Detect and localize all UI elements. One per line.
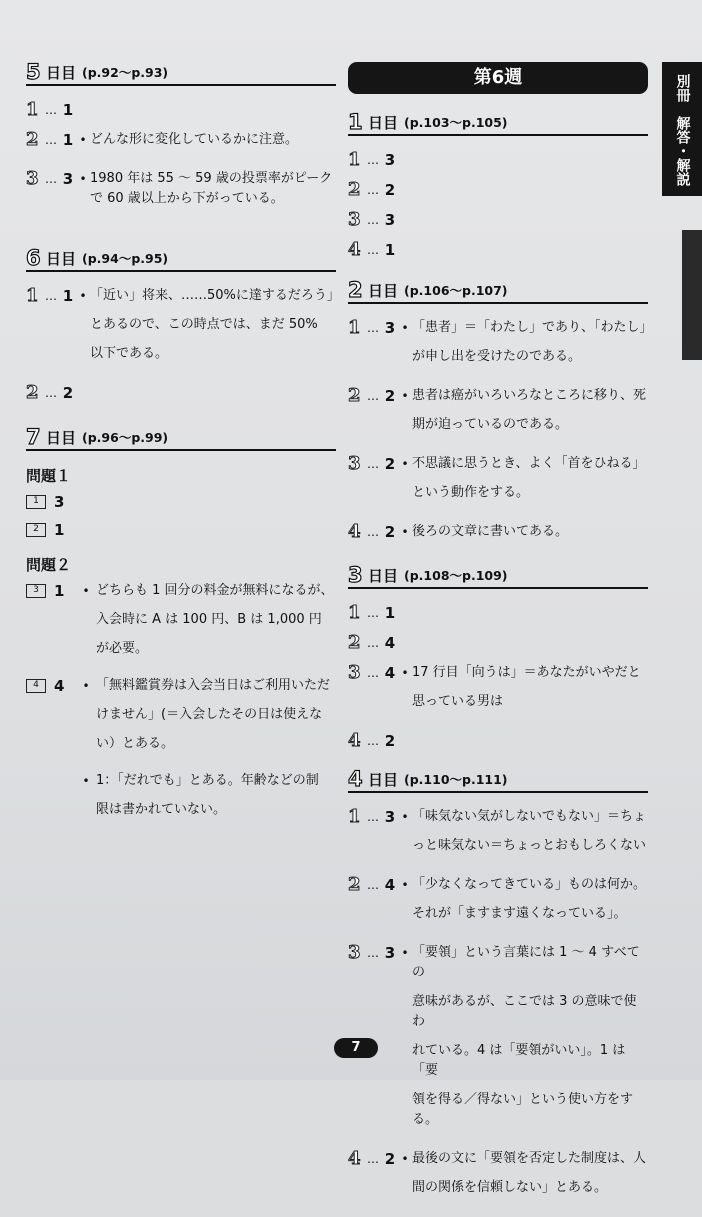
answer-item — [26, 130, 336, 159]
answer-value: 2 — [384, 1150, 396, 1168]
day1-heading — [348, 108, 648, 136]
answer-value: 3 — [384, 944, 396, 962]
answer-value: 2 — [62, 384, 74, 402]
answer-value: 3 — [384, 151, 396, 169]
bullet: • — [79, 289, 87, 303]
day-number: 5 — [26, 60, 41, 84]
answer-item — [348, 1149, 648, 1207]
page-range: (p.94～p.95) — [82, 251, 169, 266]
explanation-line: が申し出を受けたのである。 — [412, 349, 582, 364]
day-label: 日目 — [368, 567, 399, 585]
explanation — [412, 807, 648, 865]
bullet: • — [401, 810, 409, 824]
explanation — [412, 943, 648, 1139]
answer-item — [348, 603, 648, 623]
question-number: 3 — [348, 662, 361, 683]
answer-value: 1 — [384, 604, 396, 622]
explanation-line: で 60 歳以上から下がっている。 — [90, 191, 284, 206]
explanation — [412, 522, 648, 551]
day-number: 2 — [348, 278, 363, 302]
explanation-line: とあるので、この時点では、まだ 50% — [90, 317, 318, 332]
explanation-line: い）とある。 — [96, 736, 175, 751]
explanation — [412, 454, 648, 512]
page-number: 7 — [334, 1038, 378, 1058]
side-stripe — [682, 230, 702, 360]
page-range: (p.92～p.93) — [82, 65, 169, 80]
dots: … — [367, 243, 379, 257]
boxed-answer — [26, 492, 336, 512]
explanation-line: どんな形に変化しているかに注意。 — [90, 132, 299, 147]
explanation-line: 不思議に思うとき、よく「首をひねる」 — [412, 456, 646, 471]
dots: … — [45, 103, 57, 117]
dots: … — [367, 606, 379, 620]
dots: … — [367, 213, 379, 227]
question-number: 2 — [348, 385, 361, 406]
day2-heading — [348, 276, 648, 304]
question-box: 1 — [26, 495, 46, 509]
answer-item — [348, 522, 648, 551]
question-number: 2 — [348, 874, 361, 895]
dots: … — [45, 172, 57, 186]
explanation — [90, 130, 336, 159]
answer-item — [26, 169, 336, 218]
answer-item — [348, 386, 648, 444]
question-number: 1 — [26, 285, 39, 306]
day-number: 7 — [26, 425, 41, 449]
explanation-line: 思っている男は — [412, 694, 504, 709]
dots: … — [367, 1152, 379, 1166]
dots: … — [367, 734, 379, 748]
answer-value: 2 — [384, 181, 396, 199]
question-box: 3 — [26, 584, 46, 598]
bullet: • — [401, 1152, 409, 1166]
day-number: 4 — [348, 767, 363, 791]
explanation-line: 期が迫っているのである。 — [412, 417, 569, 432]
answer-value: 1 — [62, 287, 74, 305]
answer-value: 3 — [54, 493, 65, 511]
question-number: 1 — [348, 317, 361, 338]
day-label: 日目 — [368, 114, 399, 132]
mondai-1-heading: 問題１ — [26, 467, 72, 485]
day6-heading — [26, 244, 336, 272]
answer-value: 2 — [384, 523, 396, 541]
question-number: 3 — [348, 209, 361, 230]
dots: … — [367, 636, 379, 650]
question-number: 2 — [26, 129, 39, 150]
explanation — [96, 771, 336, 829]
dots: … — [367, 321, 379, 335]
explanation-line: 「近い」将来、……50%に達するだろう」 — [90, 288, 340, 303]
mondai-2-heading: 問題２ — [26, 556, 72, 574]
answer-item — [26, 100, 336, 120]
answer-value: 2 — [384, 387, 396, 405]
day-label: 日目 — [46, 429, 77, 447]
explanation — [412, 386, 648, 444]
answer-item — [348, 317, 653, 376]
question-number: 3 — [348, 453, 361, 474]
answer-item — [26, 383, 336, 403]
day7-heading — [26, 423, 336, 451]
question-number: 1 — [348, 149, 361, 170]
answer-item — [348, 454, 648, 512]
bullet: • — [82, 584, 90, 598]
explanation-line: 領を得る／得ない」という使い方をする。 — [412, 1092, 634, 1127]
explanation-line: が必要。 — [96, 641, 149, 656]
explanation-line: 17 行目「向うは」＝あなたがいやだと — [412, 665, 641, 680]
question-number: 3 — [26, 168, 39, 189]
explanation — [96, 581, 336, 668]
bullet: • — [401, 946, 409, 960]
bullet: • — [401, 389, 409, 403]
answer-value: 3 — [62, 170, 74, 188]
answer-value: 3 — [384, 808, 396, 826]
explanation-line: 1980 年は 55 ～ 59 歳の投票率がピーク — [90, 171, 333, 186]
day-number: 3 — [348, 563, 363, 587]
answer-item — [348, 210, 648, 230]
question-number: 4 — [348, 730, 361, 751]
answer-item — [26, 285, 340, 373]
page-range: (p.96～p.99) — [82, 430, 169, 445]
explanation-line: 限は書かれていない。 — [96, 802, 227, 817]
question-box: 2 — [26, 523, 46, 537]
explanation-line: けません」(＝入会したその日は使えな — [96, 707, 323, 722]
day-number: 6 — [26, 246, 41, 270]
question-number: 1 — [26, 99, 39, 120]
dots: … — [367, 525, 379, 539]
explanation-line: 入会時に A は 100 円、B は 1,000 円 — [96, 612, 322, 627]
bullet: • — [401, 525, 409, 539]
explanation-line: 「患者」＝「わたし」であり、「わたし」 — [412, 320, 653, 335]
question-number: 3 — [348, 942, 361, 963]
bullet: • — [401, 321, 409, 335]
bullet: • — [79, 133, 87, 147]
explanation — [412, 875, 648, 933]
answer-item — [348, 943, 648, 1139]
bullet: • — [82, 774, 90, 788]
explanation — [412, 663, 648, 721]
dots: … — [367, 389, 379, 403]
explanation-line: 「無料鑑賞券は入会当日はご利用いただ — [96, 678, 331, 693]
question-box: 4 — [26, 679, 46, 693]
answer-item — [348, 663, 648, 721]
day4-heading — [348, 765, 648, 793]
answer-item — [348, 180, 648, 200]
day-label: 日目 — [368, 282, 399, 300]
page-range: (p.106～p.107) — [404, 283, 508, 298]
explanation — [96, 676, 336, 763]
answer-value: 4 — [54, 677, 65, 695]
side-tab-line2: 解答・解説 — [674, 116, 691, 186]
explanation-line: 「少なくなってきている」ものは何か。 — [412, 877, 647, 892]
bullet: • — [401, 878, 409, 892]
side-tab-line1: 別冊 — [674, 74, 691, 102]
answer-item — [348, 633, 648, 653]
extra-note — [26, 771, 336, 829]
answer-value: 2 — [384, 455, 396, 473]
dots: … — [45, 289, 57, 303]
side-tab — [662, 62, 702, 196]
answer-value: 1 — [62, 101, 74, 119]
page-range: (p.103～p.105) — [404, 115, 508, 130]
day-label: 日目 — [46, 64, 77, 82]
explanation-line: 「要領」という言葉には 1 ～ 4 すべての — [412, 945, 640, 980]
answer-value: 4 — [384, 664, 396, 682]
right-column — [348, 62, 653, 1217]
explanation-line: 後ろの文章に書いてある。 — [412, 524, 569, 539]
explanation-line: 「味気ない気がしないでもない」＝ちょ — [412, 809, 647, 824]
question-number: 1 — [348, 806, 361, 827]
explanation-line: れている。4 は「要領がいい」。1 は「要 — [412, 1043, 626, 1078]
question-number: 2 — [348, 632, 361, 653]
answer-value: 4 — [384, 876, 396, 894]
answer-value: 3 — [384, 319, 396, 337]
page-range: (p.110～p.111) — [404, 772, 508, 787]
explanation-line: 意味があるが、ここでは 3 の意味で使わ — [412, 994, 637, 1029]
answer-value: 1 — [384, 241, 396, 259]
explanation-line: 1：「だれでも」とある。年齢などの制 — [96, 773, 319, 788]
dots: … — [367, 810, 379, 824]
answer-value: 4 — [384, 634, 396, 652]
day5-heading — [26, 58, 336, 86]
answer-item — [348, 240, 648, 260]
question-number: 4 — [348, 521, 361, 542]
answer-item — [348, 875, 648, 933]
dots: … — [367, 666, 379, 680]
explanation — [90, 169, 336, 218]
dots: … — [45, 386, 57, 400]
question-number: 2 — [348, 179, 361, 200]
bullet: • — [82, 679, 90, 693]
explanation — [412, 318, 653, 376]
boxed-answer — [26, 520, 336, 540]
explanation-line: という動作をする。 — [412, 485, 530, 500]
question-number: 4 — [348, 239, 361, 260]
answer-item — [348, 807, 648, 865]
dots: … — [367, 878, 379, 892]
dots: … — [367, 457, 379, 471]
explanation-line: 最後の文に「要領を否定した制度は、人 — [412, 1151, 647, 1166]
day-label: 日目 — [368, 771, 399, 789]
bullet: • — [79, 172, 87, 186]
dots: … — [367, 153, 379, 167]
explanation-line: 患者は癌がいろいろなところに移り、死 — [412, 388, 647, 403]
day-label: 日目 — [46, 250, 77, 268]
question-number: 4 — [348, 1148, 361, 1169]
bullet: • — [401, 457, 409, 471]
question-number: 2 — [26, 382, 39, 403]
answer-item — [348, 731, 648, 751]
day3-heading — [348, 561, 648, 589]
bullet: • — [401, 666, 409, 680]
explanation-line: 以下である。 — [90, 346, 169, 361]
dots: … — [45, 133, 57, 147]
dots: … — [367, 946, 379, 960]
answer-item — [348, 150, 648, 170]
answer-value: 3 — [384, 211, 396, 229]
answer-value: 2 — [384, 732, 396, 750]
explanation-line: っと味気ない＝ちょっとおもしろくない — [412, 838, 647, 853]
explanation-line: どちらも 1 回分の料金が無料になるが、 — [96, 583, 334, 598]
dots: … — [367, 183, 379, 197]
answer-value: 1 — [54, 582, 65, 600]
boxed-answer — [26, 581, 336, 668]
answer-value: 1 — [54, 521, 65, 539]
explanation — [412, 1149, 648, 1207]
left-column — [26, 58, 340, 837]
explanation-line: それが「ますます遠くなっている」。 — [412, 906, 627, 921]
day-number: 1 — [348, 110, 363, 134]
page-range: (p.108～p.109) — [404, 568, 508, 583]
explanation — [90, 286, 340, 373]
question-number: 1 — [348, 602, 361, 623]
week-banner: 第6週 — [348, 62, 648, 94]
boxed-answer — [26, 676, 336, 763]
explanation-line: 間の関係を信頼しない」とある。 — [412, 1180, 608, 1195]
answer-value: 1 — [62, 131, 74, 149]
